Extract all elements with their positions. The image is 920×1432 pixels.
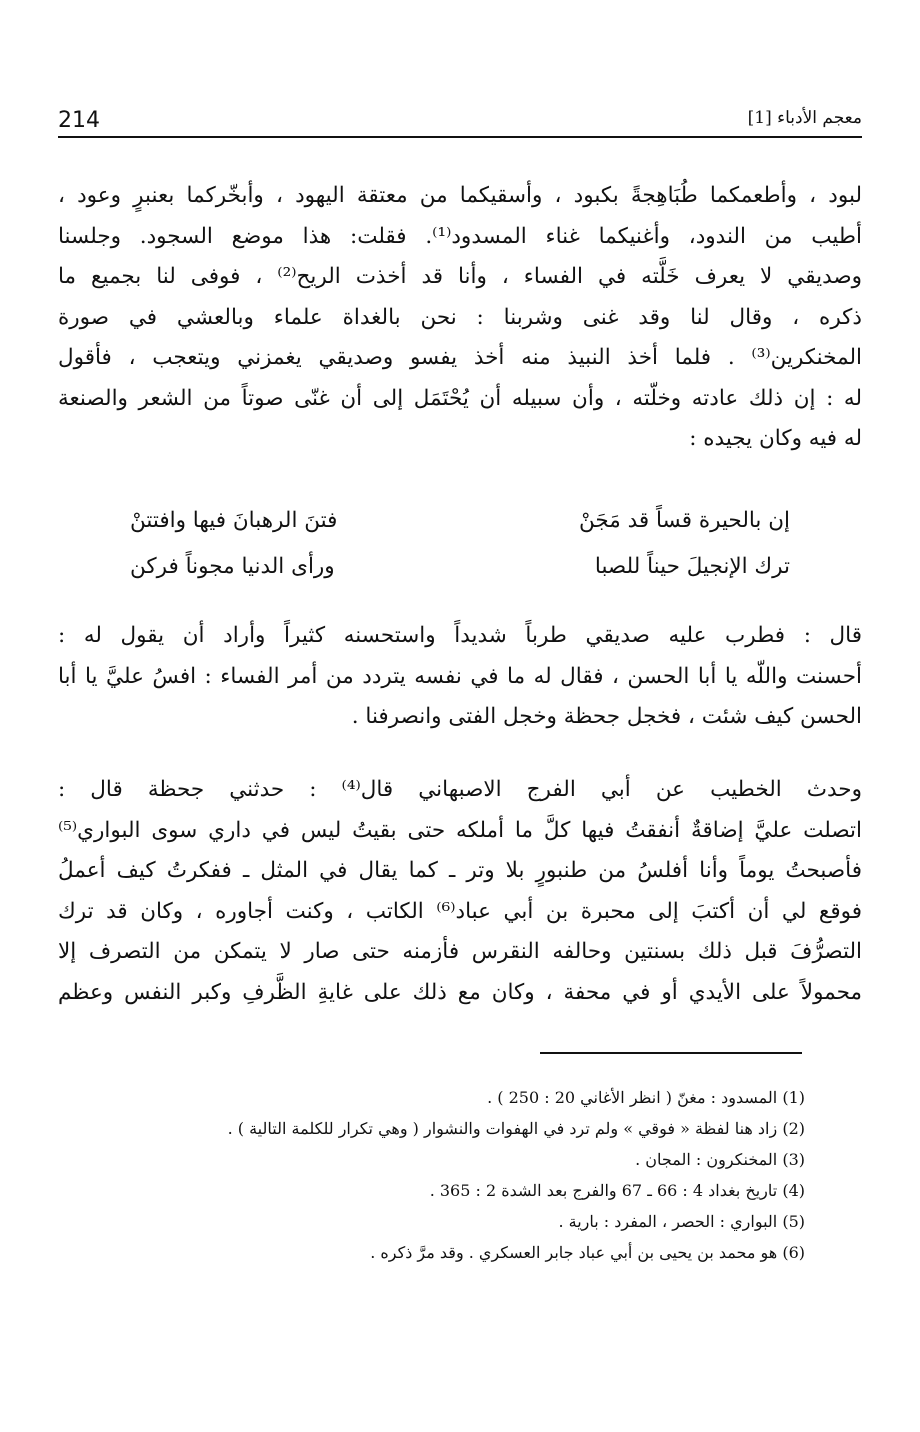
text-line: أطيب من الندود، وأغنيكما غناء المسدود⁽¹⁾. فقلت: هذا موضع السجود. وجلسنا [58, 223, 862, 249]
paragraph-1 [58, 176, 862, 460]
paragraph-2 [58, 616, 862, 738]
verse-second-hemistich: ورأى الدنيا مجوناً فركن [130, 554, 335, 579]
footnote: (5) البواري : الحصر ، المفرد : بارية . [558, 1212, 805, 1231]
text-line: المخنكرين⁽³⁾ . فلما أخذ النبيذ منه أخذ يفسو وصديقي يغمزني ويتعجب ، فأقول [58, 345, 862, 370]
header-rule [58, 136, 862, 138]
page-number: 214 [58, 108, 100, 133]
footnote: (4) تاريخ بغداد 4 : 66 ـ 67 والفرج بعد الشدة 2 : 365 . [429, 1181, 805, 1200]
footnote-rule [540, 1052, 802, 1054]
text-line: وحدث الخطيب عن أبي الفرج الاصبهاني قال⁽⁴⁾ : حدثني جحظة قال : [58, 777, 862, 802]
verse-first-hemistich: إن بالحيرة قساً قد مَجَنْ [578, 508, 790, 533]
text-line: اتصلت عليَّ إضاقةٌ أنفقتُ فيها كلَّ ما أملكه حتى بقيتُ ليس في داري سوى البواري⁽⁵⁾ [58, 817, 862, 843]
text-line: له فيه وكان يجيده : [689, 426, 862, 451]
text-line: محمولاً على الأيدي أو في محفة ، وكان مع ذلك على غايةِ الظَّرفِ وكبر النفس وعظم [58, 979, 862, 1005]
text-line: له : إن ذلك عادته وخلّته ، وأن سبيله أن يُحْتَمَل إلى أن غنّى صوتاً من الشعر والصنعة [58, 385, 862, 411]
footnote: (3) المخنكرون : المجان . [635, 1150, 805, 1169]
footnotes [58, 1082, 805, 1268]
text-line: أحسنت واللّه يا أبا الحسن ، فقال له ما في نفسه يتردد من أمر الفساء : افسُ عليَّ يا أبا [58, 663, 862, 689]
text-line: وصديقي لا يعرف خَلَّته في الفساء ، وأنا قد أخذت الريح⁽²⁾ ، فوفى لنا بجميع ما [58, 264, 862, 289]
text-line: فوقع لي أن أكتبَ إلى محبرة بن أبي عباد⁽⁶⁾ الكاتب ، وكنت أجاوره ، وكان قد ترك [58, 898, 862, 924]
text-line: ذكره ، وقال لنا وقد غنى وشربنا : نحن بالغداة علماء وبالعشي في صورة [58, 304, 862, 330]
text-line: قال : فطرب عليه صديقي طرباً شديداً واستحسنه كثيراً وأراد أن يقول له : [58, 623, 862, 648]
footnote: (2) زاد هنا لفظة « فوقي » ولم ترد في الهفوات والنشوار ( وهي تكرار للكلمة التالية ) . [227, 1119, 805, 1138]
verse-first-hemistich: ترك الإنجيلَ حيناً للصبا [594, 554, 790, 579]
poem [130, 508, 790, 600]
footnote: (1) المسدود : مغنّ ( انظر الأغاني 20 : 250 ) . [487, 1088, 805, 1107]
running-title: معجم الأدباء [1] [747, 108, 862, 128]
poem-verse [130, 508, 790, 554]
text-line: التصرُّفَ قبل ذلك بسنتين وحالفه النقرس فأزمنه حتى صار لا يتمكن من التصرف إلا [58, 939, 862, 964]
poem-verse [130, 554, 790, 600]
verse-second-hemistich: فتنَ الرهبانَ فيها وافتتنْ [130, 508, 338, 533]
footnote: (6) هو محمد بن يحيى بن أبي عباد جابر العسكري . وقد مرَّ ذكره . [370, 1243, 805, 1262]
text-line: الحسن كيف شئت ، فخجل جحظة وخجل الفتى وانصرفنا . [351, 704, 862, 729]
text-line: لبود ، وأطعمكما طُبَاهِجةً بكبود ، وأسقيكما من معتقة اليهود ، وأبخّركما بعنبرٍ وعود ، [58, 183, 862, 208]
paragraph-3 [58, 770, 862, 1013]
text-line: فأصبحتُ يوماً وأنا أفلسُ من طنبورٍ بلا وتر ـ كما يقال في المثل ـ ففكرتُ كيف أعملُ [58, 858, 862, 883]
